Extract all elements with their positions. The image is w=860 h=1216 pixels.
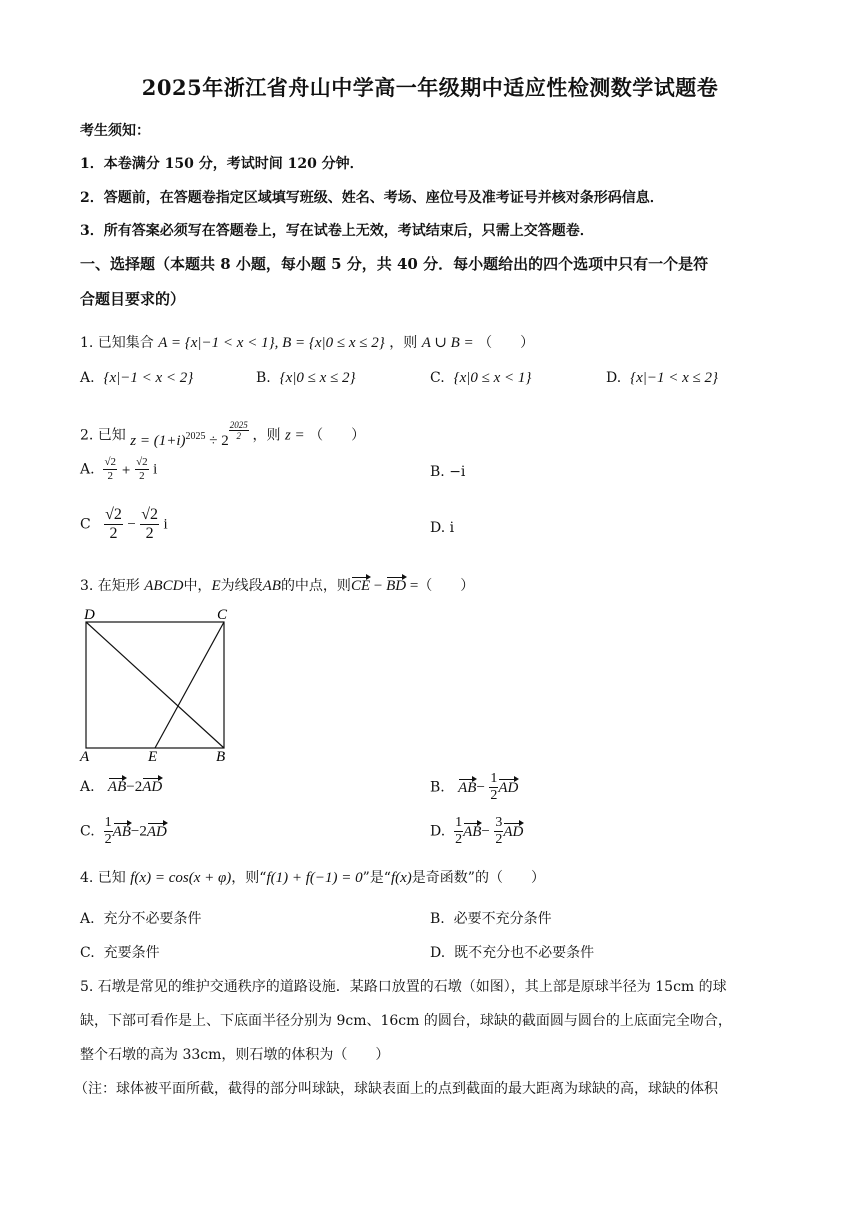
section-heading-line2: 合题目要求的）	[80, 290, 186, 308]
q1-mid: ，则	[389, 335, 418, 351]
q1-option-a: A. {x|−1 < x < 2}	[80, 370, 194, 386]
question-3: 3. 在矩形 ABCD中，E为线段AB的中点，则CE − BD =（ ）	[80, 578, 475, 594]
question-2	[80, 414, 366, 450]
q4-option-b: B. 必要不充分条件	[430, 911, 552, 927]
q2-option-d: D. i	[430, 520, 455, 536]
q3-option-d: D. $\frac{1}{2}$ AB− $\frac{3}{2}$ AD	[430, 815, 524, 847]
segment-ce	[155, 622, 224, 748]
label-c: C	[217, 607, 228, 623]
notice-item-1: 1．本卷满分 150 分，考试时间 120 分钟．	[80, 156, 364, 172]
q1-union: A ∪ B =	[421, 335, 474, 351]
label-b: B	[216, 749, 226, 764]
q5-line-2: 缺，下部可看作是上、下底面半径分别为 9cm、16cm 的圆台，球缺的截面圆与圆台的上底面完全吻合，	[80, 1013, 732, 1029]
q1-prefix: 1. 已知集合	[80, 335, 154, 351]
q2-option-b: B. −i	[430, 464, 466, 480]
q3-option-b: B. AB− $\frac{1}{2}$ AD	[430, 771, 519, 803]
q1-paren: （ ）	[478, 335, 535, 351]
notice-heading: 考生须知：	[80, 123, 150, 139]
q5-line-4: （注：球体被平面所截，截得的部分叫球缺，球缺表面上的点到截面的最大距离为球缺的高，球缺的体积	[74, 1081, 718, 1097]
q3-option-c: C. $\frac{1}{2}$ AB−2AD	[80, 815, 167, 847]
exam-title: 2025年浙江省舟山中学高一年级期中适应性检测数学试题卷	[141, 75, 719, 100]
q4-option-a: A. 充分不必要条件	[80, 911, 202, 927]
q4-option-c: C. 充要条件	[80, 945, 160, 961]
q2-prefix: 2. 已知	[80, 427, 126, 444]
q1-option-d: D. {x|−1 < x ≤ 2}	[606, 370, 719, 386]
q2-z: z =	[284, 427, 305, 444]
question-4: 4. 已知 f(x) = cos(x + φ)，则“f(1) + f(−1) = 0”是“f(x)是奇函数”的（ ）	[80, 870, 545, 886]
notice-item-3: 3．所有答案必须写在答题卷上，写在试卷上无效，考试结束后，只需上交答题卷．	[80, 223, 594, 239]
q2-paren: （ ）	[309, 427, 366, 444]
q1-option-b: B. {x|0 ≤ x ≤ 2}	[256, 370, 356, 386]
q2-expression: $z = (1+i)^{2025} \div 2$ $^{\frac{2025}{2}}$	[130, 420, 248, 450]
segment-db	[86, 622, 224, 748]
rectangle-figure	[76, 604, 236, 764]
q2-option-c: C $\frac{√2}{2}$ − $\frac{√2}{2}$ i	[80, 506, 168, 542]
q5-line-1: 5. 石墩是常见的维护交通秩序的道路设施．某路口放置的石墩（如图），其上部是原球半径为 15cm 的球	[80, 979, 727, 995]
section-heading-line1: 一、选择题（本题共 8 小题，每小题 5 分，共 40 分．每小题给出的四个选项中只有一个是符	[80, 255, 709, 273]
q1-sets: A = {x|−1 < x < 1}, B = {x|0 ≤ x ≤ 2}	[158, 335, 385, 351]
label-e: E	[148, 749, 158, 764]
q1-option-c: C. {x|0 ≤ x < 1}	[430, 370, 532, 386]
notice-item-2: 2．答题前，在答题卷指定区域填写班级、姓名、考场、座位号及准考证号并核对条形码信息．	[80, 190, 664, 206]
q2-option-a: A. $\frac{√2}{2}$ + $\frac{√2}{2}$ i	[80, 456, 158, 482]
q4-option-d: D. 既不充分也不必要条件	[430, 945, 595, 961]
label-a: A	[80, 749, 90, 764]
q2-mid: ，则	[252, 427, 281, 444]
q5-line-3: 整个石墩的高为 33cm，则石墩的体积为（ ）	[80, 1047, 390, 1063]
q3-option-a: A. AB−2AD	[80, 779, 163, 795]
question-1	[80, 332, 534, 352]
label-d: D	[84, 607, 95, 623]
